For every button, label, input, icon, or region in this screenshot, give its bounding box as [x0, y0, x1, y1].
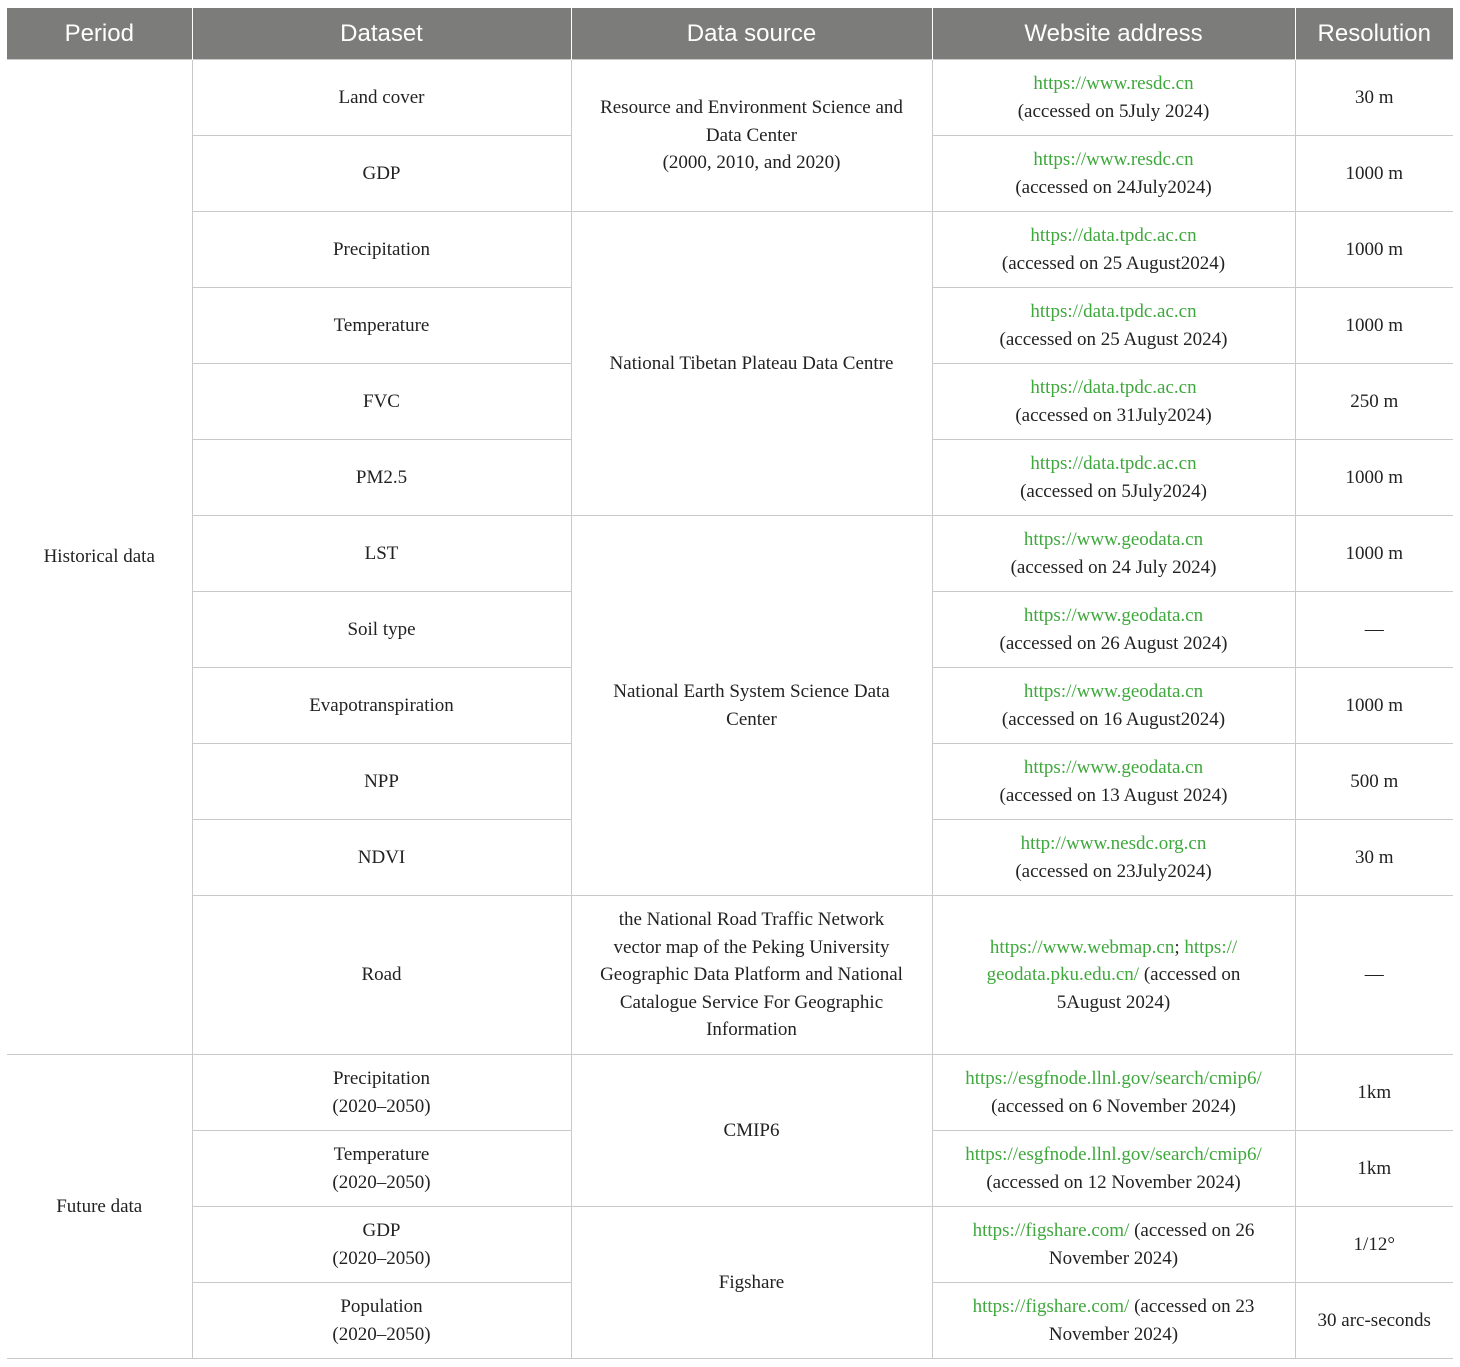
- accessed-date: (accessed on 23July2024): [1015, 860, 1212, 882]
- website-link[interactable]: https://data.tpdc.ac.cn: [1030, 377, 1197, 398]
- source-line: National Earth System Science Data: [613, 681, 890, 702]
- header-resolution: Resolution: [1295, 8, 1453, 60]
- source-line: Geographic Data Platform and National: [600, 964, 903, 986]
- source-figshare: Figshare: [571, 1207, 932, 1359]
- website-link[interactable]: https://www.resdc.cn: [1033, 73, 1194, 94]
- source-line: (2000, 2010, and 2020): [662, 152, 841, 174]
- source-cmip6: CMIP6: [571, 1055, 932, 1207]
- dataset-name: Population: [340, 1296, 423, 1317]
- dataset-name: GDP: [362, 1220, 401, 1241]
- resolution-cell: 1000 m: [1295, 516, 1453, 592]
- resolution-cell: 1000 m: [1295, 440, 1453, 516]
- table-row: [7, 212, 1453, 288]
- dataset-name: Precipitation: [332, 1068, 431, 1089]
- website-link[interactable]: https://data.tpdc.ac.cn: [1030, 301, 1197, 322]
- dataset-cell: [192, 1283, 571, 1359]
- website-cell: [932, 212, 1295, 288]
- website-link[interactable]: https://www.webmap.cn: [989, 936, 1175, 958]
- website-link[interactable]: https://www.geodata.cn: [1023, 681, 1204, 702]
- source-line: Information: [706, 1019, 797, 1041]
- website-link[interactable]: https://figshare.com/: [972, 1296, 1130, 1317]
- accessed-date: (accessed on 6 November 2024): [991, 1095, 1236, 1117]
- source-line: vector map of the Peking University: [613, 936, 890, 958]
- website-link[interactable]: https://www.geodata.cn: [1023, 757, 1204, 778]
- website-cell: [932, 60, 1295, 136]
- table-row: [7, 60, 1453, 136]
- accessed-date: (accessed on 25 August 2024): [999, 328, 1228, 350]
- website-cell: [932, 1207, 1295, 1283]
- resolution-cell: 1000 m: [1295, 288, 1453, 364]
- website-cell: [932, 440, 1295, 516]
- header-row: [7, 8, 1453, 60]
- website-cell: [932, 592, 1295, 668]
- table-row: [7, 516, 1453, 592]
- source-road: [571, 896, 932, 1055]
- resolution-cell: —: [1295, 896, 1453, 1055]
- website-link[interactable]: https://data.tpdc.ac.cn: [1030, 225, 1197, 246]
- accessed-date: (accessed on 23: [1129, 1296, 1255, 1317]
- accessed-date: (accessed on 25 August2024): [1001, 252, 1226, 274]
- accessed-date: (accessed on 13 August 2024): [999, 784, 1228, 806]
- source-line: Center: [726, 708, 777, 730]
- website-link[interactable]: https://esgfnode.llnl.gov/search/cmip6/: [965, 1144, 1262, 1165]
- resolution-cell: 1/12°: [1295, 1207, 1453, 1283]
- dataset-cell: NDVI: [192, 820, 571, 896]
- resolution-cell: 500 m: [1295, 744, 1453, 820]
- accessed-date: November 2024): [1048, 1247, 1179, 1269]
- accessed-date: (accessed on 26 August 2024): [999, 632, 1228, 654]
- resolution-cell: 1km: [1295, 1055, 1453, 1131]
- website-link[interactable]: https://www.geodata.cn: [1023, 529, 1204, 550]
- dataset-cell: Soil type: [192, 592, 571, 668]
- resolution-cell: —: [1295, 592, 1453, 668]
- table-row: [7, 1207, 1453, 1283]
- website-link[interactable]: https://data.tpdc.ac.cn: [1030, 453, 1197, 474]
- header-data-source: Data source: [571, 8, 932, 60]
- period-future: Future data: [7, 1055, 192, 1359]
- source-line: the National Road Traffic Network: [618, 909, 885, 931]
- dataset-years: (2020–2050): [332, 1171, 431, 1193]
- website-link[interactable]: geodata.pku.edu.cn/: [986, 964, 1140, 986]
- resolution-cell: 1000 m: [1295, 212, 1453, 288]
- dataset-years: (2020–2050): [332, 1323, 431, 1345]
- accessed-date: November 2024): [1048, 1323, 1179, 1345]
- dataset-cell: Road: [192, 896, 571, 1055]
- website-link[interactable]: https://esgfnode.llnl.gov/search/cmip6/: [965, 1068, 1262, 1089]
- dataset-years: (2020–2050): [332, 1247, 431, 1269]
- resolution-cell: 1km: [1295, 1131, 1453, 1207]
- separator: ;: [1174, 936, 1185, 958]
- dataset-cell: [192, 1207, 571, 1283]
- website-link[interactable]: https://www.resdc.cn: [1033, 149, 1194, 170]
- accessed-date: (accessed on 24July2024): [1015, 176, 1212, 198]
- dataset-cell: FVC: [192, 364, 571, 440]
- website-cell: [932, 1055, 1295, 1131]
- source-line: Data Center: [705, 124, 798, 146]
- dataset-cell: NPP: [192, 744, 571, 820]
- website-cell: [932, 668, 1295, 744]
- dataset-cell: LST: [192, 516, 571, 592]
- website-cell: [932, 896, 1295, 1055]
- source-resdc: [571, 60, 932, 212]
- accessed-date: (accessed on 12 November 2024): [986, 1171, 1241, 1193]
- website-link[interactable]: https://figshare.com/: [972, 1220, 1130, 1241]
- accessed-date: (accessed on 24 July 2024): [1010, 556, 1217, 578]
- dataset-cell: PM2.5: [192, 440, 571, 516]
- accessed-date: (accessed on 26: [1129, 1220, 1255, 1241]
- website-cell: [932, 516, 1295, 592]
- dataset-cell: GDP: [192, 136, 571, 212]
- website-link[interactable]: https://www.geodata.cn: [1023, 605, 1204, 626]
- resolution-cell: 1000 m: [1295, 136, 1453, 212]
- header-website-address: Website address: [932, 8, 1295, 60]
- resolution-cell: 250 m: [1295, 364, 1453, 440]
- source-nesdc: [571, 516, 932, 896]
- website-cell: [932, 744, 1295, 820]
- resolution-cell: 30 m: [1295, 60, 1453, 136]
- accessed-date: (accessed on: [1139, 964, 1241, 986]
- dataset-name: Temperature: [333, 1144, 430, 1165]
- website-cell: [932, 1131, 1295, 1207]
- accessed-date: (accessed on 31July2024): [1015, 404, 1212, 426]
- accessed-date: (accessed on 16 August2024): [1001, 708, 1226, 730]
- datasets-table: [7, 8, 1453, 1359]
- period-historical: Historical data: [7, 60, 192, 1055]
- website-cell: [932, 820, 1295, 896]
- source-tpdc: National Tibetan Plateau Data Centre: [571, 212, 932, 516]
- source-line: Catalogue Service For Geographic: [619, 991, 884, 1013]
- accessed-date: 5August 2024): [1056, 991, 1171, 1013]
- website-cell: [932, 288, 1295, 364]
- website-cell: [932, 1283, 1295, 1359]
- resolution-cell: 1000 m: [1295, 668, 1453, 744]
- dataset-cell: Evapotranspiration: [192, 668, 571, 744]
- website-link[interactable]: http://www.nesdc.org.cn: [1020, 833, 1207, 854]
- dataset-cell: Land cover: [192, 60, 571, 136]
- dataset-cell: Temperature: [192, 288, 571, 364]
- table-row: [7, 896, 1453, 1055]
- website-link[interactable]: https://: [1184, 936, 1238, 958]
- resolution-cell: 30 arc-seconds: [1295, 1283, 1453, 1359]
- header-dataset: Dataset: [192, 8, 571, 60]
- resolution-cell: 30 m: [1295, 820, 1453, 896]
- table-row: [7, 1055, 1453, 1131]
- accessed-date: (accessed on 5July 2024): [1017, 100, 1210, 122]
- dataset-cell: Precipitation: [192, 212, 571, 288]
- accessed-date: (accessed on 5July2024): [1020, 480, 1207, 502]
- header-period: Period: [7, 8, 192, 60]
- website-cell: [932, 364, 1295, 440]
- dataset-years: (2020–2050): [332, 1095, 431, 1117]
- dataset-cell: [192, 1055, 571, 1131]
- dataset-cell: [192, 1131, 571, 1207]
- source-line: Resource and Environment Science and: [600, 97, 903, 119]
- website-cell: [932, 136, 1295, 212]
